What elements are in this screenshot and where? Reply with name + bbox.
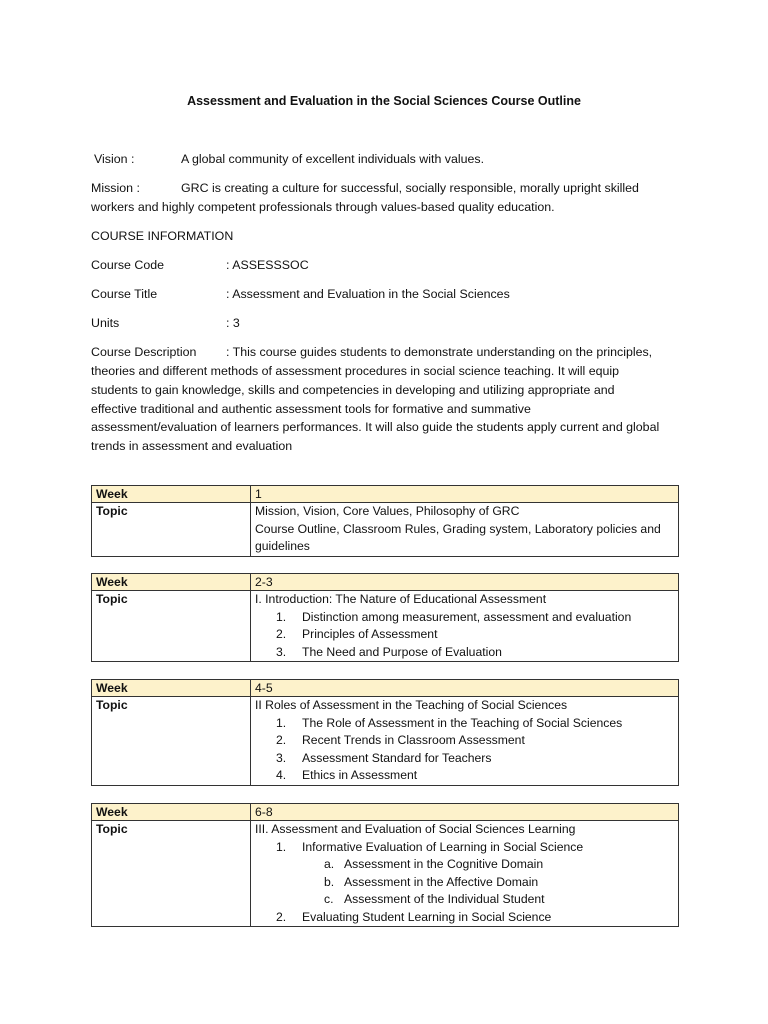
course-code-label: Course Code bbox=[91, 258, 165, 272]
list-text: The Role of Assessment in the Teaching of Social Sciences bbox=[302, 715, 623, 730]
course-code-value: : ASSESSSOC bbox=[226, 258, 309, 272]
course-description-line: trends in assessment and evaluation bbox=[91, 439, 293, 453]
list-item bbox=[255, 839, 674, 857]
topic-content bbox=[251, 591, 679, 662]
list-item bbox=[255, 609, 674, 627]
list-item bbox=[255, 715, 674, 733]
topic-row bbox=[92, 591, 679, 662]
topic-content bbox=[251, 503, 679, 557]
course-title-label: Course Title bbox=[91, 287, 158, 301]
list-text: Recent Trends in Classroom Assessment bbox=[302, 733, 525, 747]
list-text: The Need and Purpose of Evaluation bbox=[302, 644, 502, 659]
list-number: 3. bbox=[276, 750, 287, 765]
list-item bbox=[255, 644, 674, 662]
week-number: 2-3 bbox=[251, 574, 679, 591]
week-label: Week bbox=[92, 486, 251, 503]
list-number: 2. bbox=[276, 909, 287, 924]
sub-list-letter: b. bbox=[324, 874, 335, 889]
list-number: 3. bbox=[276, 644, 287, 659]
vision-text: A global community of excellent individuals with values. bbox=[181, 152, 485, 166]
list-number: 1. bbox=[276, 839, 287, 854]
week-number: 6-8 bbox=[251, 804, 679, 821]
sub-list-letter: a. bbox=[324, 857, 335, 871]
topic-heading: III. Assessment and Evaluation of Social Sciences Learning bbox=[255, 822, 576, 836]
week-label: Week bbox=[92, 804, 251, 821]
list-text: Distinction among measurement, assessment and evaluation bbox=[302, 609, 632, 624]
topic-row bbox=[92, 503, 679, 557]
sub-list-text: Assessment of the Individual Student bbox=[344, 892, 545, 906]
list-text: Evaluating Student Learning in Social Science bbox=[302, 909, 552, 924]
page-title: Assessment and Evaluation in the Social Sciences Course Outline bbox=[187, 94, 581, 108]
list-number: 2. bbox=[276, 627, 287, 641]
mission-label: Mission : bbox=[91, 181, 140, 195]
topic-row bbox=[92, 821, 679, 927]
course-description-line: effective traditional and authentic assessment tools for formative and summative bbox=[91, 402, 531, 416]
topic-label: Topic bbox=[92, 591, 251, 662]
list-text: Informative Evaluation of Learning in Social Science bbox=[302, 839, 584, 854]
sub-list-text: Assessment in the Affective Domain bbox=[344, 874, 539, 889]
mission-text-line1: GRC is creating a culture for successful, socially responsible, morally upright skilled bbox=[181, 181, 639, 195]
course-description-line: : This course guides students to demonstrate understanding on the principles, bbox=[226, 345, 653, 359]
sub-list-text: Assessment in the Cognitive Domain bbox=[344, 857, 544, 871]
week-row bbox=[92, 574, 679, 591]
vision-label: Vision : bbox=[94, 152, 135, 166]
course-description-label: Course Description bbox=[91, 345, 197, 359]
topic-line: guidelines bbox=[255, 539, 310, 553]
units-label: Units bbox=[91, 316, 120, 330]
list-item bbox=[255, 626, 674, 644]
week-row bbox=[92, 804, 679, 821]
mission-text-line2: workers and highly competent professionals through values-based quality education. bbox=[91, 200, 555, 214]
list-number: 1. bbox=[276, 609, 287, 624]
topic-label: Topic bbox=[92, 821, 251, 927]
topic-content bbox=[251, 821, 679, 927]
topic-content bbox=[251, 697, 679, 786]
week-row bbox=[92, 680, 679, 697]
list-item bbox=[255, 732, 674, 750]
list-number: 4. bbox=[276, 768, 287, 782]
sub-list-letter: c. bbox=[324, 892, 334, 906]
week-number: 1 bbox=[251, 486, 679, 503]
topic-heading: I. Introduction: The Nature of Educational Assessment bbox=[255, 592, 547, 606]
course-info-heading: COURSE INFORMATION bbox=[91, 229, 234, 243]
topic-line: Course Outline, Classroom Rules, Grading system, Laboratory policies and bbox=[255, 521, 661, 536]
week-row bbox=[92, 486, 679, 503]
topic-row bbox=[92, 697, 679, 786]
week-label: Week bbox=[92, 574, 251, 591]
list-text: Ethics in Assessment bbox=[302, 768, 418, 782]
topic-heading: II Roles of Assessment in the Teaching of Social Sciences bbox=[255, 698, 568, 712]
units-value: : 3 bbox=[226, 316, 240, 330]
list-item bbox=[255, 750, 674, 768]
list-number: 2. bbox=[276, 733, 287, 747]
week-table-2 bbox=[91, 573, 679, 662]
sub-list-item bbox=[255, 856, 674, 874]
week-table-4 bbox=[91, 803, 679, 927]
list-text: Assessment Standard for Teachers bbox=[302, 750, 492, 765]
list-item bbox=[255, 909, 674, 927]
week-label: Week bbox=[92, 680, 251, 697]
sub-list-item bbox=[255, 874, 674, 892]
list-text: Principles of Assessment bbox=[302, 627, 438, 641]
list-item bbox=[255, 767, 674, 785]
topic-label: Topic bbox=[92, 503, 251, 557]
course-title-value: : Assessment and Evaluation in the Social Sciences bbox=[226, 287, 510, 301]
course-description-line: theories and different methods of assessment procedures in social science teaching. It will equip bbox=[91, 364, 620, 378]
week-number: 4-5 bbox=[251, 680, 679, 697]
course-description-line: students to gain knowledge, skills and competencies in developing and utilizing appropriate and bbox=[91, 383, 615, 397]
sub-list-item bbox=[255, 891, 674, 909]
week-table-3 bbox=[91, 679, 679, 786]
topic-line: Mission, Vision, Core Values, Philosophy of GRC bbox=[255, 504, 520, 518]
list-number: 1. bbox=[276, 715, 287, 730]
week-table-1 bbox=[91, 485, 679, 557]
course-description-line: assessment/evaluation of learners performances. It will also guide the students apply current and global bbox=[91, 420, 660, 434]
topic-label: Topic bbox=[92, 697, 251, 786]
